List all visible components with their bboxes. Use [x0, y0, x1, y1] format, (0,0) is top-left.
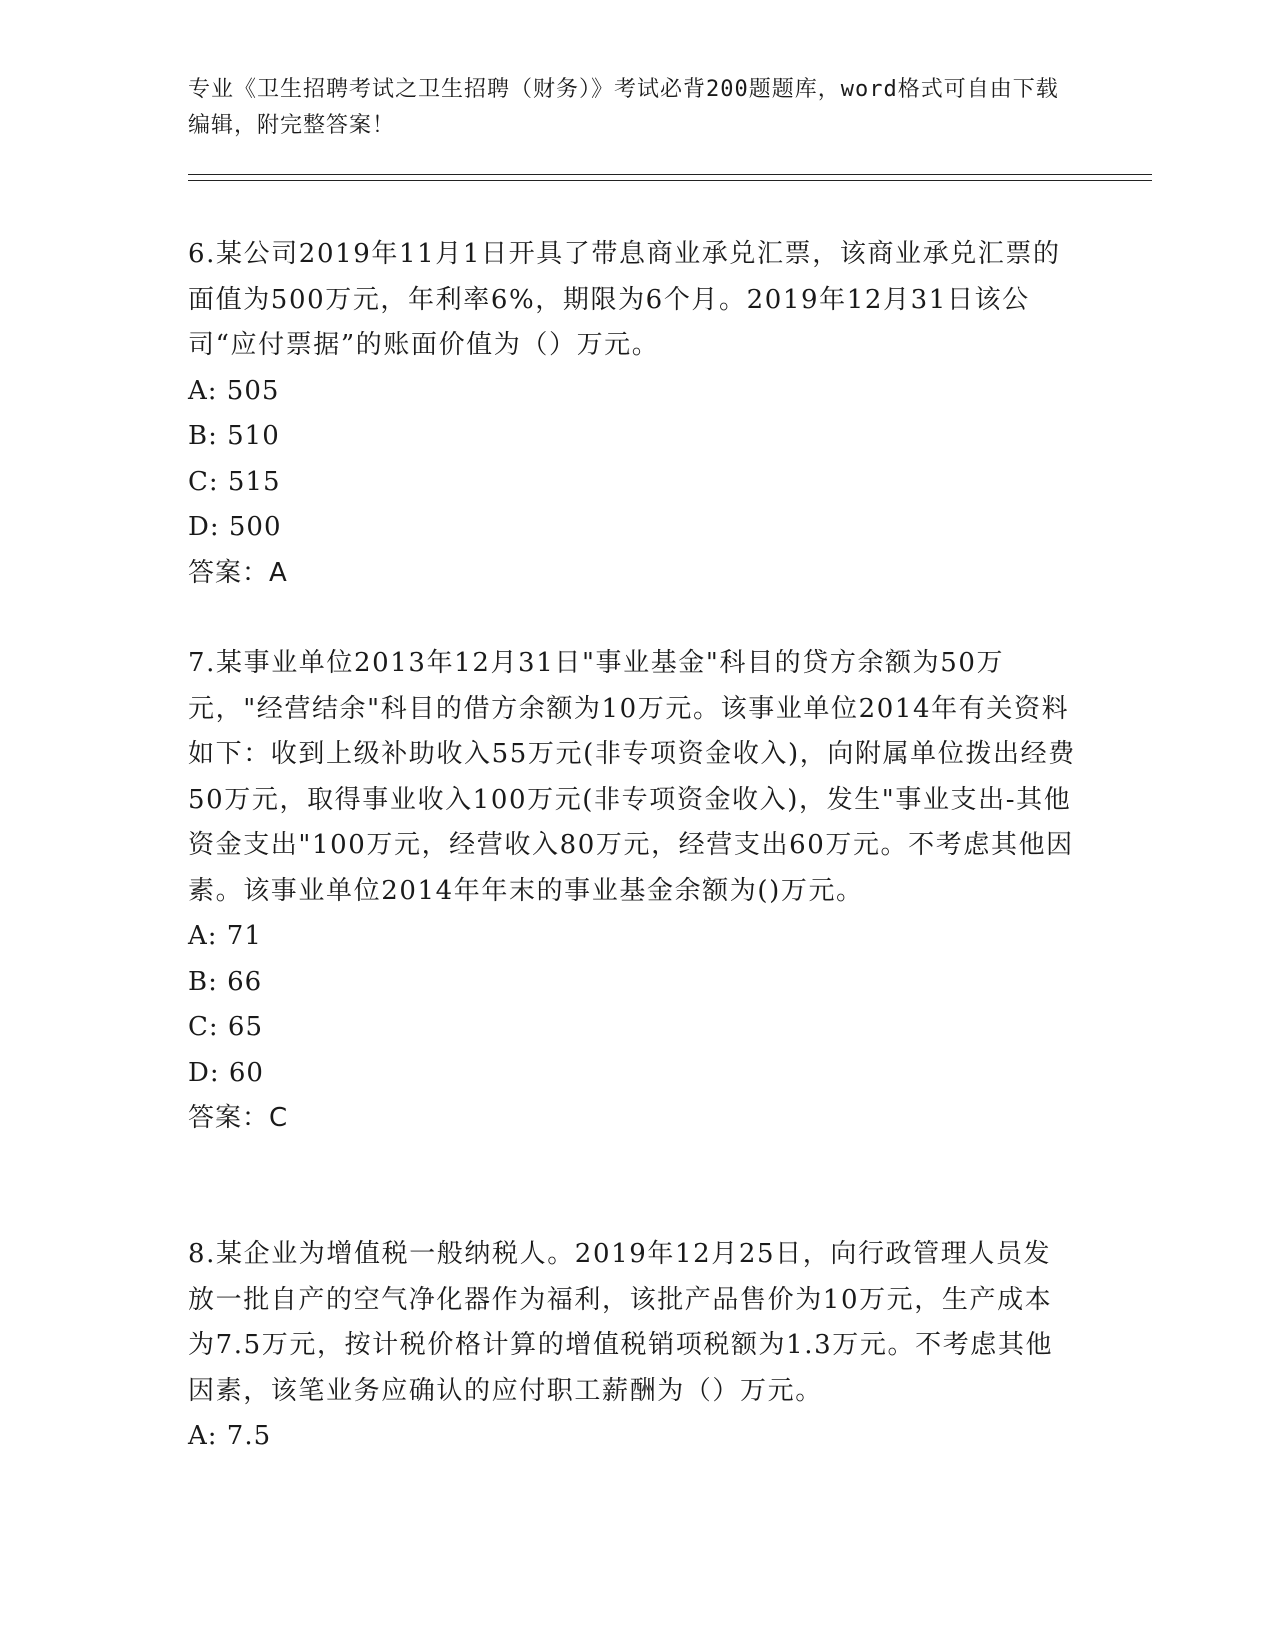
option-c: C: 65	[188, 1012, 264, 1042]
question-7	[188, 641, 1078, 1142]
option-a: A: 7.5	[188, 1421, 272, 1451]
option-a: A: 71	[188, 921, 262, 951]
document-header: 专业《卫生招聘考试之卫生招聘（财务）》考试必背200题题库，word格式可自由下载编辑，附完整答案！	[188, 77, 1059, 138]
question-text: 6.某公司2019年11月1日开具了带息商业承兑汇票，该商业承兑汇票的面值为500万元，年利率6%，期限为6个月。2019年12月31日该公司“应付票据”的账面价值为（）万元。	[188, 239, 1061, 360]
option-d: D: 60	[188, 1057, 264, 1088]
answer-label: 答案：A	[188, 557, 288, 588]
option-b: B: 66	[188, 966, 263, 997]
question-8	[188, 1232, 1078, 1460]
header-divider-top	[188, 174, 1152, 175]
option-b: B: 510	[188, 421, 280, 451]
option-a: A: 505	[188, 375, 280, 406]
answer-label: 答案：C	[188, 1103, 289, 1133]
question-6	[188, 232, 1078, 596]
option-d: D: 500	[188, 512, 282, 542]
question-text: 8.某企业为增值税一般纳税人。2019年12月25日，向行政管理人员发放一批自产的空气净化器作为福利，该批产品售价为10万元，生产成本为7.5万元，按计税价格计算的增值税销项税额为1.3万元。不考虑其他因素，该笔业务应确认的应付职工薪酬为（）万元。	[188, 1239, 1054, 1406]
header-divider-bottom	[188, 180, 1152, 181]
option-c: C: 515	[188, 466, 281, 497]
question-text: 7.某事业单位2013年12月31日"事业基金"科目的贷方余额为50万元，"经营结余"科目的借方余额为10万元。该事业单位2014年有关资料如下：收到上级补助收入55万元(非专项资金收入)，向附属单位拨出经费50万元，取得事业收入100万元(非专项资金收入)，发生"事业支出-其他资金支出"100万元，经营收入80万元，经营支出60万元。不考虑其他因素。该事业单位2014年年末的事业基金余额为()万元。	[188, 648, 1076, 906]
